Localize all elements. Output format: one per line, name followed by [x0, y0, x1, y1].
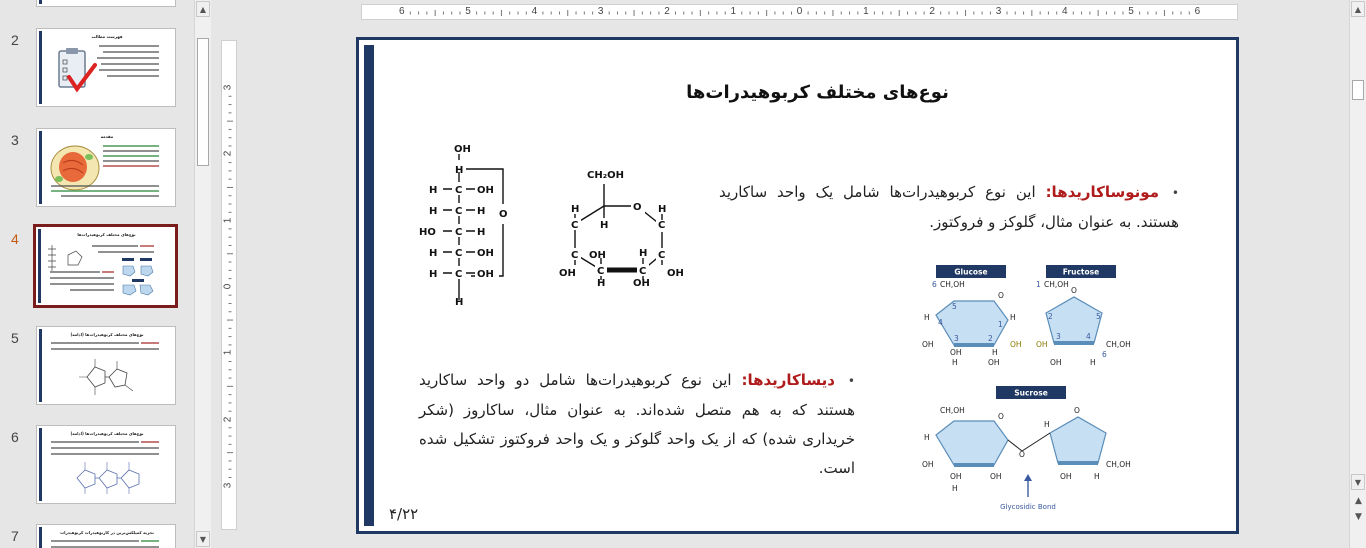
ruler-number: 0 — [796, 6, 803, 17]
slide-title[interactable]: نوع‌های مختلف کربوهیدرات‌ها — [686, 82, 949, 103]
carbon-number: 5 — [1096, 312, 1101, 321]
scroll-up-button[interactable] — [196, 1, 210, 17]
chem-label: OH — [1010, 340, 1022, 349]
bullet-dot-icon: • — [847, 374, 855, 388]
ruler-number: 1 — [222, 217, 234, 223]
chem-label: OH — [922, 340, 934, 349]
sucrose-label: Sucrose — [1014, 388, 1048, 398]
thumbnail-number: 5 — [11, 330, 19, 346]
sugar-structures-figure — [914, 265, 1144, 515]
carbon-number: 1 — [1036, 280, 1041, 289]
chem-label: C — [658, 250, 666, 261]
glucose-fischer-structure — [419, 142, 559, 312]
vertical-ruler[interactable] — [221, 40, 237, 530]
chem-label: C — [455, 248, 463, 259]
ruler-number: 1 — [222, 349, 234, 356]
chem-label: H — [429, 185, 438, 196]
mini-sucrose-icon — [77, 355, 137, 399]
thumbnail-accent-bar — [39, 0, 42, 4]
chem-label: OH — [922, 460, 934, 469]
chem-label: OH — [454, 144, 471, 155]
ruler-number: 3 — [222, 482, 234, 489]
carbon-number: 4 — [1086, 332, 1091, 341]
bullet-disaccharides[interactable] — [419, 366, 855, 483]
chem-label: H — [477, 206, 486, 217]
chem-label: C — [455, 269, 463, 280]
checklist-icon — [55, 47, 97, 95]
chem-label: OH — [1050, 358, 1062, 367]
chem-label: H — [952, 484, 958, 493]
chem-label: OH — [477, 269, 494, 280]
chem-label: H — [1044, 420, 1050, 429]
horizontal-ruler[interactable] — [361, 4, 1238, 20]
thumbnail-frame-selected — [33, 224, 178, 308]
thumbnail-number: 6 — [11, 429, 19, 445]
chem-label: OH — [667, 268, 684, 279]
ruler-number: 1 — [863, 6, 869, 17]
thumbnail-frame — [36, 0, 176, 7]
slide-number: ۴/۲۲ — [389, 505, 419, 523]
thumbnails-scrollbar[interactable] — [194, 0, 211, 548]
triangle-down-icon: ▼ — [199, 534, 207, 544]
thumbnail-frame — [36, 28, 176, 107]
chem-label: H — [1090, 358, 1096, 367]
chem-label: H — [429, 269, 438, 280]
thumbnail-number: 7 — [11, 528, 19, 544]
carbon-number: 2 — [1048, 312, 1053, 321]
chem-label: H — [992, 348, 998, 357]
triangle-down-icon: ▼ — [1354, 477, 1362, 487]
chem-label: H — [455, 297, 464, 308]
chem-label: C — [597, 266, 605, 277]
chem-label: H — [658, 204, 667, 215]
chem-label: H — [429, 248, 438, 259]
chem-label: OH — [950, 348, 962, 357]
double-chevron-up-icon: ▲ — [1355, 496, 1362, 506]
slide-accent-bar — [364, 45, 374, 526]
chem-label: C — [455, 185, 463, 196]
chem-label: H — [639, 248, 648, 259]
thumbnail-frame — [36, 326, 176, 405]
thumbnail-accent-bar — [39, 329, 42, 402]
thumbnail-title: مقدمه — [100, 134, 114, 139]
chem-label: OH — [950, 472, 962, 481]
chem-label: CH,OH — [1106, 340, 1131, 349]
chem-label: O — [1019, 450, 1025, 459]
slide-scrollbar[interactable] — [1349, 0, 1366, 548]
ruler-number: 4 — [1062, 6, 1068, 17]
chem-label: C — [571, 220, 579, 231]
ruler-number: 3 — [222, 84, 234, 91]
thumbnail-title: فهرست مطالب — [91, 34, 123, 39]
scrollbar-thumb[interactable] — [197, 38, 209, 166]
chem-label: CH,OH — [940, 406, 965, 415]
thumbnail-accent-bar — [39, 31, 42, 104]
chem-label: H — [429, 206, 438, 217]
thumbnail-frame — [36, 425, 176, 504]
previous-slide-button[interactable] — [1352, 494, 1365, 508]
triangle-up-icon: ▲ — [199, 4, 207, 14]
chem-label: H — [477, 227, 486, 238]
ruler-number: 2 — [222, 416, 234, 422]
carbon-number: 6 — [1102, 350, 1107, 359]
slide-editor — [211, 0, 1349, 548]
bullet-dot-icon: • — [1171, 186, 1179, 200]
ruler-number: 1 — [730, 6, 737, 17]
thumbnail-frame — [36, 524, 176, 548]
ruler-number: 0 — [222, 283, 234, 290]
chem-label: OH — [1036, 340, 1048, 349]
chem-label: OH — [988, 358, 1000, 367]
ruler-number: 6 — [399, 6, 405, 17]
chem-label: C — [658, 220, 666, 231]
chem-label: OH — [633, 278, 650, 286]
ruler-number: 6 — [1194, 6, 1201, 17]
chem-label: O — [998, 412, 1004, 421]
chem-label: CH₂OH — [587, 170, 624, 181]
chem-label: O — [499, 209, 508, 220]
scroll-down-button[interactable] — [196, 531, 210, 547]
bullet-monosaccharides[interactable] — [719, 178, 1179, 237]
thumbnail-frame — [36, 128, 176, 207]
chem-label: H — [600, 220, 609, 231]
chem-label: O — [633, 202, 642, 213]
thumbnail-title: تجزیه کمپلکس‌ترین در کاربوهیدرات کربوهیدرات — [60, 530, 154, 535]
chem-label: H — [952, 358, 958, 367]
chem-label: OH — [477, 185, 494, 196]
chem-label: H — [597, 278, 606, 286]
carbon-number: 5 — [952, 302, 957, 311]
slide-thumbnails-pane — [0, 0, 194, 548]
ruler-number: 5 — [1128, 6, 1134, 17]
thumbnail-accent-bar — [39, 428, 42, 501]
chem-label: OH — [477, 248, 494, 259]
chem-label: OH — [1060, 472, 1072, 481]
carbon-number: 4 — [938, 318, 943, 327]
chem-label: CH,OH — [1106, 460, 1131, 469]
chem-label: CH,OH — [1044, 280, 1069, 289]
chem-label: H — [924, 313, 930, 322]
chem-label: C — [639, 266, 647, 277]
carbon-number: 3 — [1056, 332, 1061, 341]
ruler-number: 3 — [995, 6, 1002, 17]
ruler-number: 5 — [465, 6, 471, 17]
slide-canvas[interactable] — [356, 37, 1239, 534]
chem-label: O — [1071, 286, 1077, 295]
scroll-up-button[interactable] — [1351, 1, 1365, 17]
chem-label: OH — [990, 472, 1002, 481]
chem-label: C — [455, 206, 463, 217]
chem-label: OH — [559, 268, 576, 279]
carbon-number: 1 — [998, 320, 1003, 329]
carbon-number: 6 — [932, 280, 937, 289]
chem-label: CH,OH — [940, 280, 965, 289]
mini-polysaccharide-icon — [73, 460, 143, 496]
triangle-up-icon: ▲ — [1354, 4, 1362, 14]
next-slide-button[interactable] — [1352, 510, 1365, 524]
ruler-number: 2 — [664, 6, 670, 17]
thumbnail-accent-bar — [39, 527, 42, 548]
mini-sugar-figure-icon — [120, 257, 156, 297]
chem-label: O — [1074, 406, 1080, 415]
ruler-number: 2 — [222, 151, 234, 157]
chem-label: C — [571, 250, 579, 261]
ruler-number: 4 — [531, 6, 538, 17]
thumbnail-title: نوع‌های مختلف کربوهیدرات‌ها (ادامه) — [70, 332, 144, 337]
mini-structure-icon — [46, 241, 86, 275]
double-chevron-down-icon: ▼ — [1355, 512, 1362, 522]
fructose-label: Fructose — [1062, 267, 1100, 277]
chem-label: H — [455, 165, 464, 176]
glucose-haworth-structure — [559, 166, 689, 286]
bullet-term: دیساکاریدها: — [741, 371, 835, 389]
chem-label: H — [1094, 472, 1100, 481]
chem-label: H — [571, 204, 580, 215]
thumbnail-number: 2 — [11, 32, 19, 48]
glycosidic-bond-label: Glycosidic Bond — [1000, 503, 1056, 511]
chem-label: OH — [589, 250, 606, 261]
scroll-down-button[interactable] — [1351, 474, 1365, 490]
thumbnail-accent-bar — [39, 131, 42, 204]
ruler-number: 2 — [929, 6, 935, 17]
ruler-number: 3 — [597, 6, 604, 17]
chem-label: O — [998, 291, 1004, 300]
thumbnail-accent-bar — [38, 229, 41, 303]
bullet-text: این نوع کربوهیدرات‌ها شامل یک واحد ساکارید هستند. به عنوان مثال، گلوکز و فروکتوز. — [719, 183, 1179, 231]
thumbnail-title: نوع‌های مختلف کربوهیدرات‌ها (ادامه) — [70, 431, 144, 436]
thumbnail-number: 3 — [11, 132, 19, 148]
carbon-number: 2 — [988, 334, 993, 343]
thumbnail-title: نوع‌های مختلف کربوهیدرات‌ها — [77, 232, 136, 237]
chem-label: H — [1010, 313, 1016, 322]
chem-label: HO — [419, 227, 436, 238]
chem-label: H — [924, 433, 930, 442]
thumbnail-number: 4 — [11, 231, 19, 247]
carbon-number: 3 — [954, 334, 959, 343]
chem-label: C — [455, 227, 463, 238]
scrollbar-thumb[interactable] — [1352, 80, 1364, 100]
glucose-label: Glucose — [954, 267, 988, 277]
bullet-text: این نوع کربوهیدرات‌ها شامل دو واحد ساکارید هستند که به هم متصل شده‌اند. به عنوان مثال، ساکاروز (شکر خریداری شده) که از یک واحد گلوکز و یک واحد فروکتوز تشکیل شده است. — [419, 371, 855, 477]
bullet-term: مونوساکاریدها: — [1045, 183, 1159, 201]
